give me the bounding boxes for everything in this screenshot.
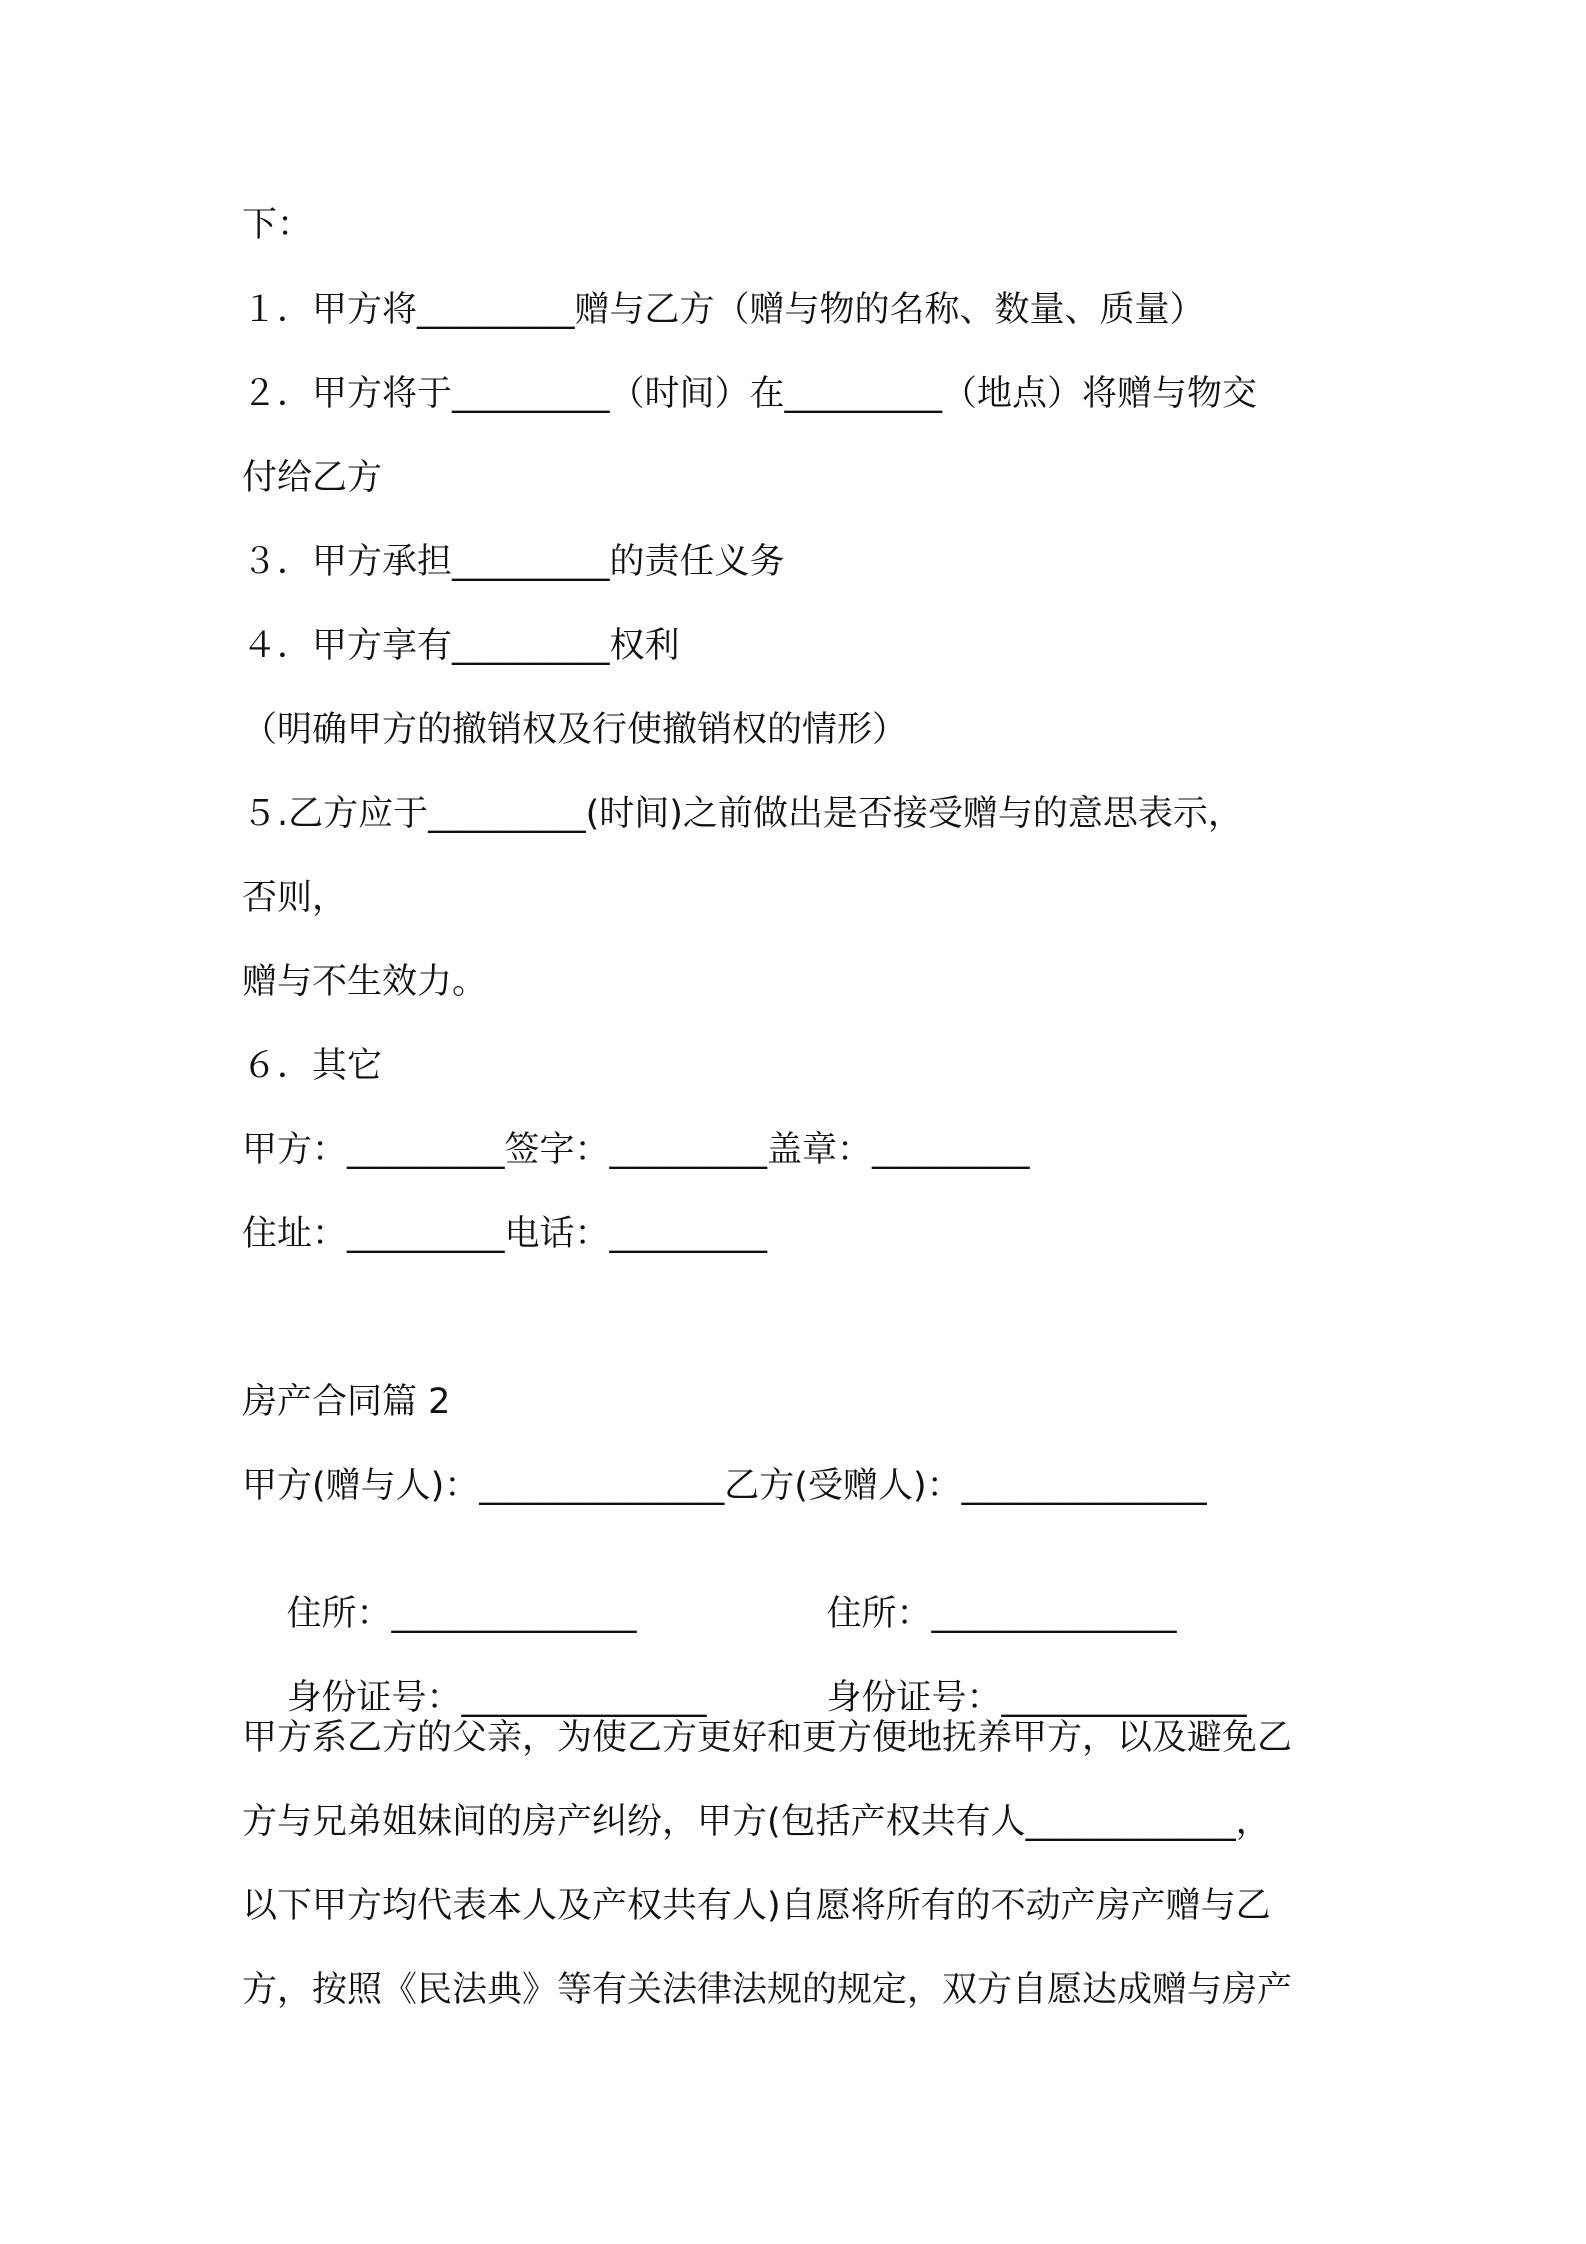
paragraph-line: 甲方系乙方的父亲，为使乙方更好和更方便地抚养甲方，以及避免乙 — [242, 1718, 1293, 1758]
clause-5-continued: 否则， — [242, 878, 348, 918]
donee-residence: 住所：______________ — [826, 1594, 1177, 1634]
clause-4: ４．甲方享有_________权利 — [242, 626, 680, 666]
text-line: 下： — [242, 205, 313, 245]
clause-1: １．甲方将_________赠与乙方（赠与物的名称、数量、质量） — [242, 290, 1205, 330]
clause-5-ending: 赠与不生效力。 — [242, 962, 488, 1002]
clause-2-continued: 付给乙方 — [242, 458, 383, 498]
donor-residence: 住所：______________ — [286, 1594, 637, 1634]
donor-id: 身份证号：______________ — [286, 1678, 707, 1718]
section-title: 房产合同篇 2 — [242, 1382, 451, 1422]
address-phone-line: 住址：_________电话：_________ — [242, 1214, 768, 1254]
paragraph-line: 方，按照《民法典》等有关法律法规的规定，双方自愿达成赠与房产 — [242, 1970, 1293, 2010]
signature-line: 甲方：_________签字：_________盖章：_________ — [242, 1130, 1030, 1170]
clause-4-note: （明确甲方的撤销权及行使撤销权的情形） — [242, 710, 908, 750]
clause-3: ３．甲方承担_________的责任义务 — [242, 542, 785, 582]
donee-id: 身份证号：______________ — [826, 1678, 1247, 1718]
parties-line: 甲方(赠与人)：______________乙方(受赠人)：______________ — [242, 1466, 1207, 1506]
clause-6: ６．其它 — [242, 1046, 383, 1086]
paragraph-line: 以下甲方均代表本人及产权共有人)自愿将所有的不动产房产赠与乙 — [242, 1886, 1271, 1926]
paragraph-line: 方与兄弟姐妹间的房产纠纷，甲方(包括产权共有人____________， — [242, 1802, 1271, 1842]
clause-2: ２．甲方将于_________（时间）在_________（地点）将赠与物交 — [242, 374, 1258, 414]
clause-5: ５.乙方应于_________(时间)之前做出是否接受赠与的意思表示， — [242, 794, 1243, 834]
